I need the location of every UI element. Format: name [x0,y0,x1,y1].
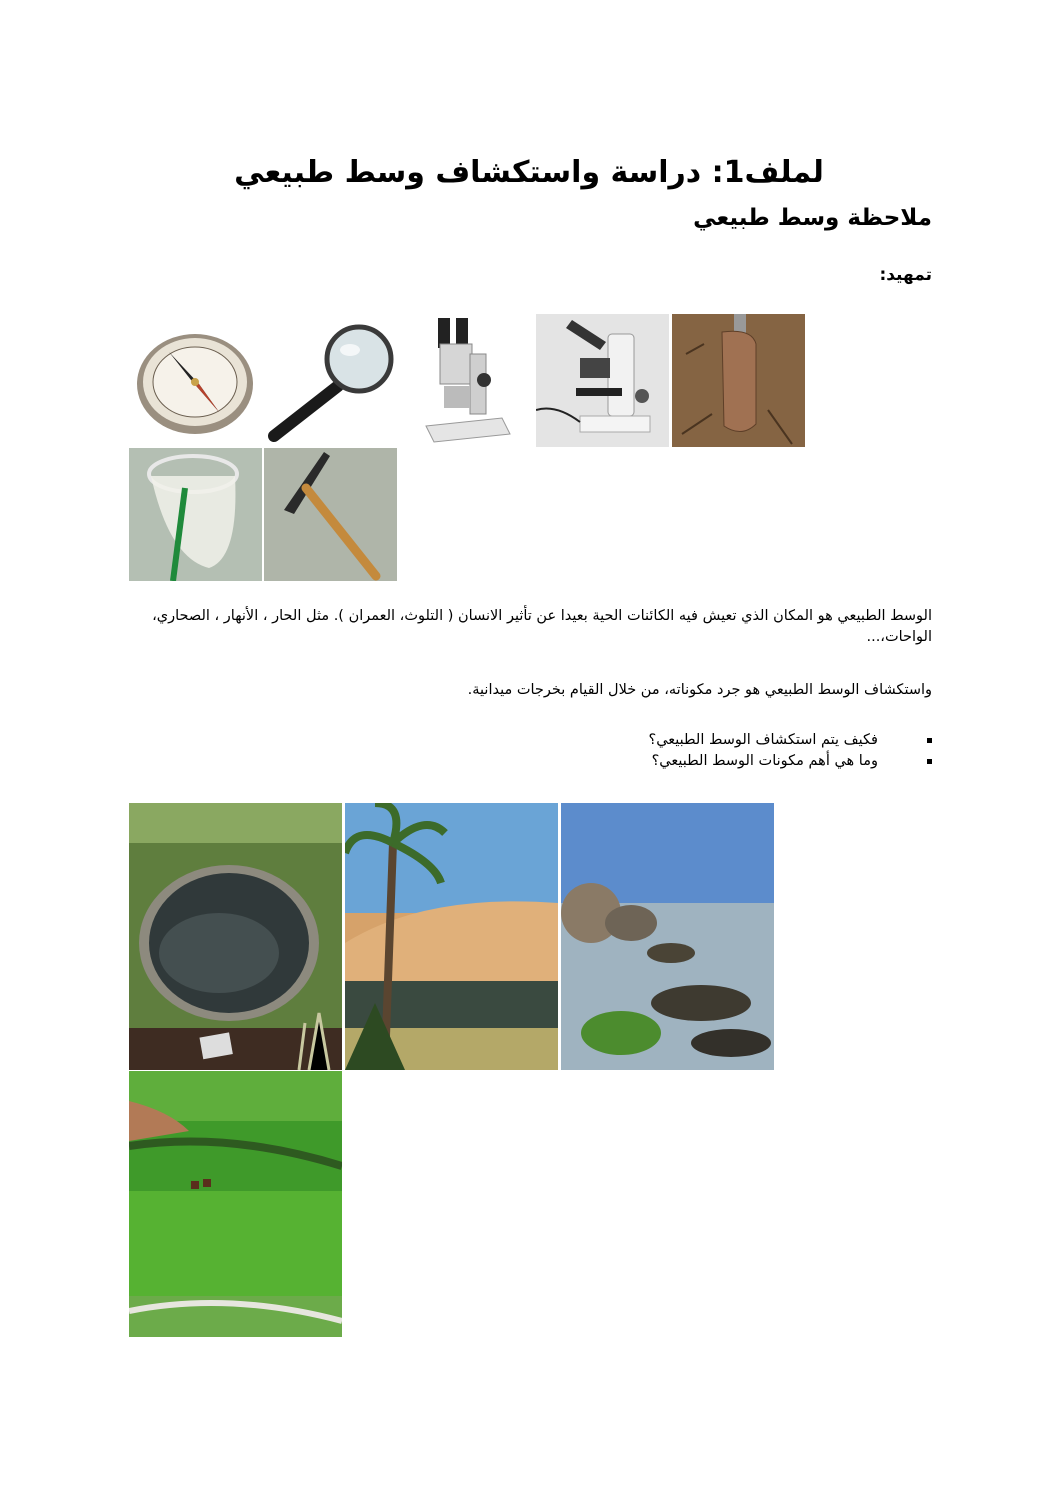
list-item [649,730,879,751]
compass-photo [129,314,262,447]
green-meadow-photo [129,1071,342,1337]
bullet-icon [927,759,932,764]
question-text: وما هي أهم مكونات الوسط الطبيعي؟ [651,753,878,769]
microscope-photo [536,314,669,447]
intro-heading: تمهيد: [879,265,932,285]
magnifying-glass-photo [264,314,397,447]
desert-oasis-photo [345,803,558,1070]
geology-hammer-photo [264,448,397,581]
bullet-icon [927,738,932,743]
insect-net-photo [129,448,262,581]
paragraph-exploration: واستكشاف الوسط الطبيعي هو جرد مكوناته، من خلال القيام بخرجات ميدانية. [467,682,932,698]
question-text: فكيف يتم استكشاف الوسط الطبيعي؟ [648,732,878,748]
soil-auger-photo [672,314,805,447]
section-subtitle: ملاحظة وسط طبيعي [693,205,932,231]
paragraph-definition: الوسط الطبيعي هو المكان الذي تعيش فيه الكائنات الحية بعيدا عن تأثير الانسان ( التلوث، العمران ). مثل الحار ، الأنهار ، الصحاري، الواحات،... [152,608,932,645]
pond-photo [129,803,342,1070]
question-list [649,730,879,772]
page-title: لملف1: دراسة واستكشاف وسط طبيعي [234,155,824,191]
stereo-microscope-photo [400,314,533,447]
rocky-seashore-photo [561,803,774,1070]
list-item [649,751,879,772]
